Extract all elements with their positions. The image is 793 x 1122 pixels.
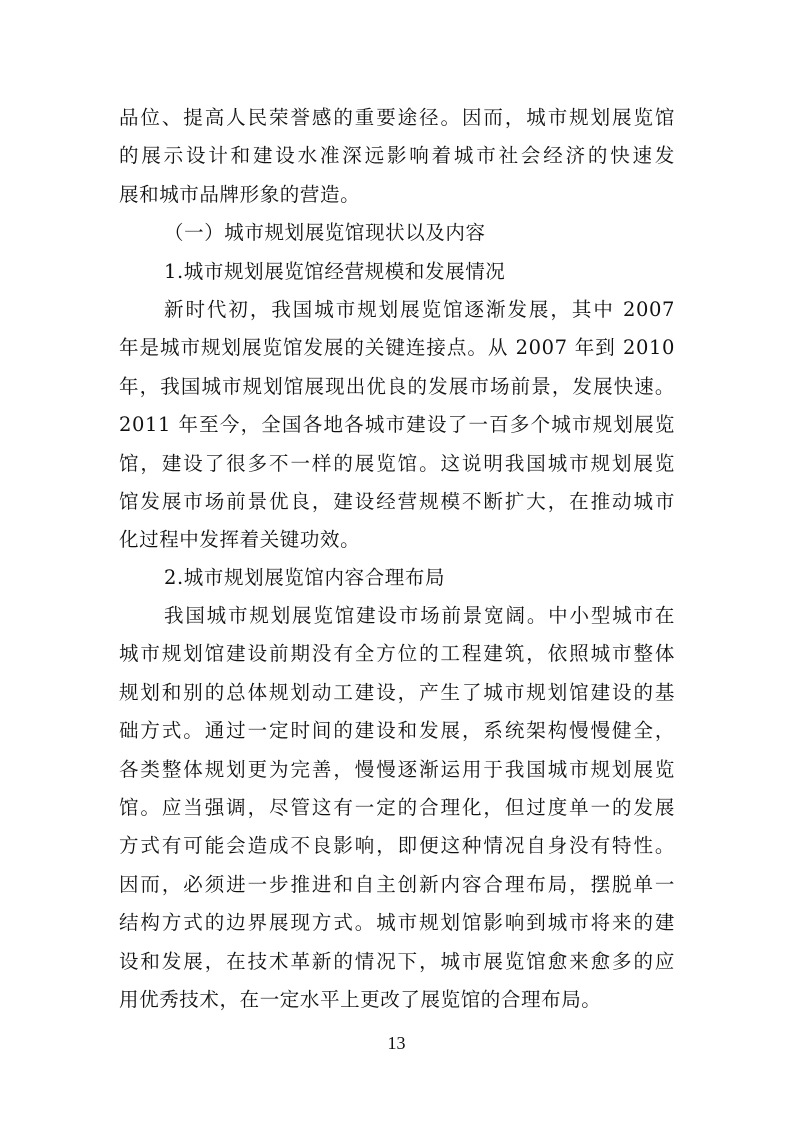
text-line: 品位、提高人民荣誉感的重要途径。因而，城市规划展览馆: [119, 106, 675, 129]
text-line: 设和发展，在技术革新的情况下，城市展览馆愈来愈多的应: [119, 950, 675, 973]
text-line: 年，我国城市规划馆展现出优良的发展市场前景，发展快速。: [119, 375, 675, 398]
text-line: 化过程中发挥着关键功效。: [119, 528, 361, 551]
text-line: 年是城市规划展览馆发展的关键连接点。从 2007 年到 2010: [119, 336, 675, 359]
text-line: 结构方式的边界展现方式。城市规划馆影响到城市将来的建: [119, 911, 675, 934]
text-line: 新时代初，我国城市规划展览馆逐渐发展，其中 2007: [164, 298, 675, 321]
text-line: 2011 年至今，全国各地各城市建设了一百多个城市规划展览: [119, 413, 675, 436]
text-line: 础方式。通过一定时间的建设和发展，系统架构慢慢健全，: [119, 719, 675, 742]
section-heading: （一）城市规划展览馆现状以及内容: [164, 221, 486, 244]
text-line: 用优秀技术，在一定水平上更改了展览馆的合理布局。: [119, 988, 602, 1011]
text-line: 的展示设计和建设水准深远影响着城市社会经济的快速发: [119, 144, 675, 167]
text-line: 馆。应当强调，尽管这有一定的合理化，但过度单一的发展: [119, 796, 675, 819]
text-line: 馆发展市场前景优良，建设经营规模不断扩大，在推动城市: [119, 490, 675, 513]
text-line: 馆，建设了很多不一样的展览馆。这说明我国城市规划展览: [119, 452, 675, 475]
subsection-heading: 1.城市规划展览馆经营规模和发展情况: [164, 260, 506, 283]
text-line: 各类整体规划更为完善，慢慢逐渐运用于我国城市规划展览: [119, 758, 675, 781]
text-line: 我国城市规划展览馆建设市场前景宽阔。中小型城市在: [164, 604, 675, 627]
text-line: 规划和别的总体规划动工建设，产生了城市规划馆建设的基: [119, 681, 675, 704]
text-line: 展和城市品牌形象的营造。: [119, 183, 361, 206]
text-line: 因而，必须进一步推进和自主创新内容合理布局，摆脱单一: [119, 873, 675, 896]
subsection-heading: 2.城市规划展览馆内容合理布局: [164, 566, 446, 589]
text-line: 方式有可能会造成不良影响，即便这种情况自身没有特性。: [119, 834, 675, 857]
page-number: 13: [387, 1033, 406, 1053]
text-line: 城市规划馆建设前期没有全方位的工程建筑，依照城市整体: [119, 642, 675, 665]
